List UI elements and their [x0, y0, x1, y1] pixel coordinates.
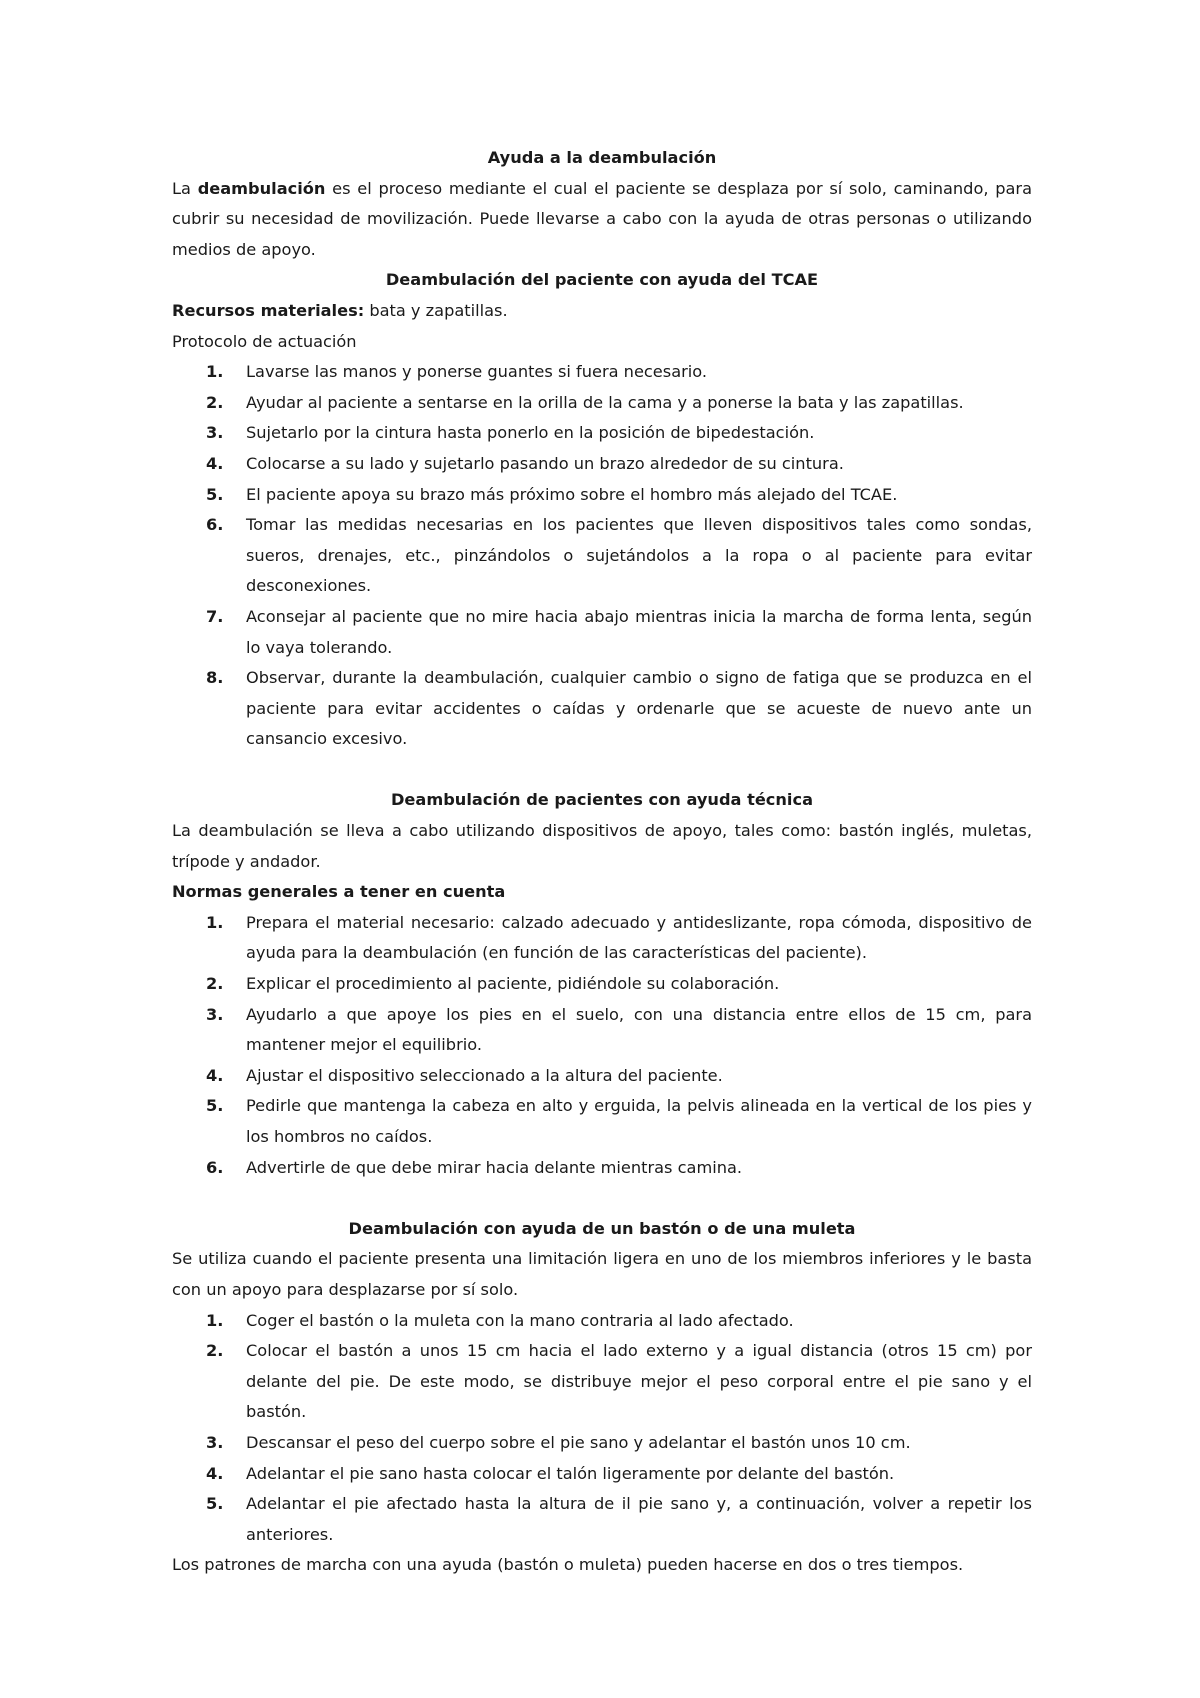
list-text: Ajustar el dispositivo seleccionado a la altura del paciente.	[246, 1065, 723, 1085]
list-text: Coger el bastón o la muleta con la mano contraria al lado afectado.	[246, 1310, 794, 1330]
list-item	[172, 1489, 1032, 1550]
list-text: Colocar el bastón a unos 15 cm hacia el lado externo y a igual distancia (otros 15 cm) por delante del pie. De este modo, se distribuye mejor el peso corporal entre el pie sano y el bastón.	[246, 1341, 1032, 1422]
norms-label: Normas generales a tener en cuenta	[172, 882, 506, 902]
list-number: 4.	[206, 1463, 224, 1483]
document-page	[172, 143, 1032, 1581]
list-number: 5.	[206, 484, 224, 504]
list-number: 3.	[206, 1432, 224, 1452]
list-text: Advertirle de que debe mirar hacia delante mientras camina.	[246, 1157, 743, 1177]
cane-intro: Se utiliza cuando el paciente presenta una limitación ligera en uno de los miembros inferiores y le basta con un apoyo para desplazarse por sí solo.	[172, 1249, 1032, 1299]
list-item	[172, 663, 1032, 755]
list-text: Colocarse a su lado y sujetarlo pasando un brazo alrededor de su cintura.	[246, 453, 844, 473]
list-item	[172, 1428, 1032, 1459]
section-spacer	[172, 755, 1032, 786]
list-item	[172, 1153, 1032, 1184]
protocol-label: Protocolo de actuación	[172, 331, 357, 351]
list-text: Adelantar el pie afectado hasta la altura de il pie sano y, a continuación, volver a repetir los anteriores.	[246, 1494, 1032, 1544]
resources-label: Recursos materiales:	[172, 300, 365, 320]
list-text: Prepara el material necesario: calzado adecuado y antideslizante, ropa cómoda, dispositivo de ayuda para la deambulación (en función de las características del paciente).	[246, 912, 1032, 963]
list-item	[172, 1091, 1032, 1152]
list-number: 3.	[206, 423, 224, 443]
list-number: 5.	[206, 1096, 224, 1116]
resources-text: bata y zapatillas.	[364, 300, 508, 320]
list-number: 4.	[206, 1065, 224, 1085]
list-text: Explicar el procedimiento al paciente, pidiéndole su colaboración.	[246, 974, 780, 994]
list-item	[172, 908, 1032, 969]
list-text: Ayudarlo a que apoye los pies en el suelo, con una distancia entre ellos de 15 cm, para mantener mejor el equilibrio.	[246, 1004, 1032, 1055]
list-number: 3.	[206, 1004, 224, 1024]
list-item	[172, 510, 1032, 602]
list-item	[172, 1000, 1032, 1061]
intro-rest: es el proceso mediante el cual el paciente se desplaza por sí solo, caminando, para cubrir su necesidad de movilización. Puede llevarse a cabo con la ayuda de otras personas o utilizando medios de apoyo.	[172, 178, 1032, 259]
list-text: Tomar las medidas necesarias en los pacientes que lleven dispositivos tales como sondas, sueros, drenajes, etc., pinzándolos o sujetándolos a la ropa o al paciente para evitar desconexiones.	[246, 515, 1032, 596]
section-spacer	[172, 1183, 1032, 1214]
section-heading-technical: Deambulación de pacientes con ayuda técnica	[391, 790, 813, 810]
list-number: 1.	[206, 362, 224, 382]
list-number: 6.	[206, 515, 224, 535]
list-number: 1.	[206, 912, 224, 932]
list-number: 4.	[206, 453, 224, 473]
document-title: Ayuda a la deambulación	[487, 148, 717, 167]
list-text: Sujetarlo por la cintura hasta ponerlo en la posición de bipedestación.	[246, 423, 815, 443]
list-number: 6.	[206, 1157, 224, 1177]
list-item	[172, 357, 1032, 388]
list-text: El paciente apoya su brazo más próximo sobre el hombro más alejado del TCAE.	[246, 484, 898, 504]
list-number: 7.	[206, 606, 224, 626]
list-item	[172, 418, 1032, 449]
list-number: 8.	[206, 668, 224, 688]
list-number: 5.	[206, 1494, 224, 1514]
list-item	[172, 1459, 1032, 1490]
section-heading-cane: Deambulación con ayuda de un bastón o de una muleta	[348, 1218, 856, 1238]
list-item	[172, 1061, 1032, 1092]
norms-list	[172, 908, 1032, 1183]
list-item	[172, 388, 1032, 419]
cane-steps-list	[172, 1306, 1032, 1551]
list-item	[172, 449, 1032, 480]
list-item	[172, 602, 1032, 663]
list-text: Lavarse las manos y ponerse guantes si fuera necesario.	[246, 362, 708, 382]
list-text: Descansar el peso del cuerpo sobre el pie sano y adelantar el bastón unos 10 cm.	[246, 1432, 911, 1452]
technical-intro: La deambulación se lleva a cabo utilizando dispositivos de apoyo, tales como: bastón inglés, muletas, trípode y andador.	[172, 821, 1032, 871]
list-number: 2.	[206, 974, 224, 994]
closing-paragraph: Los patrones de marcha con una ayuda (bastón o muleta) pueden hacerse en dos o tres tiempos.	[172, 1555, 964, 1575]
list-text: Adelantar el pie sano hasta colocar el talón ligeramente por delante del bastón.	[246, 1463, 895, 1483]
list-text: Aconsejar al paciente que no mire hacia abajo mientras inicia la marcha de forma lenta, según lo vaya tolerando.	[246, 606, 1032, 657]
intro-paragraph	[172, 174, 1032, 266]
section-heading-tcae: Deambulación del paciente con ayuda del TCAE	[385, 270, 819, 290]
list-text: Ayudar al paciente a sentarse en la orilla de la cama y a ponerse la bata y las zapatillas.	[246, 392, 964, 412]
list-item	[172, 1306, 1032, 1337]
resources-line	[172, 296, 1032, 327]
list-item	[172, 480, 1032, 511]
list-number: 2.	[206, 392, 224, 412]
list-text: Observar, durante la deambulación, cualquier cambio o signo de fatiga que se produzca en el paciente para evitar accidentes o caídas y ordenarle que se acueste de nuevo ante un cansancio excesivo.	[246, 668, 1032, 749]
list-item	[172, 969, 1032, 1000]
intro-term: deambulación	[197, 178, 326, 198]
list-text: Pedirle que mantenga la cabeza en alto y erguida, la pelvis alineada en la vertical de los pies y los hombros no caídos.	[246, 1096, 1032, 1146]
list-number: 1.	[206, 1310, 224, 1330]
intro-lead: La	[172, 178, 198, 198]
protocol-steps-list	[172, 357, 1032, 755]
list-item	[172, 1336, 1032, 1428]
list-number: 2.	[206, 1341, 224, 1361]
